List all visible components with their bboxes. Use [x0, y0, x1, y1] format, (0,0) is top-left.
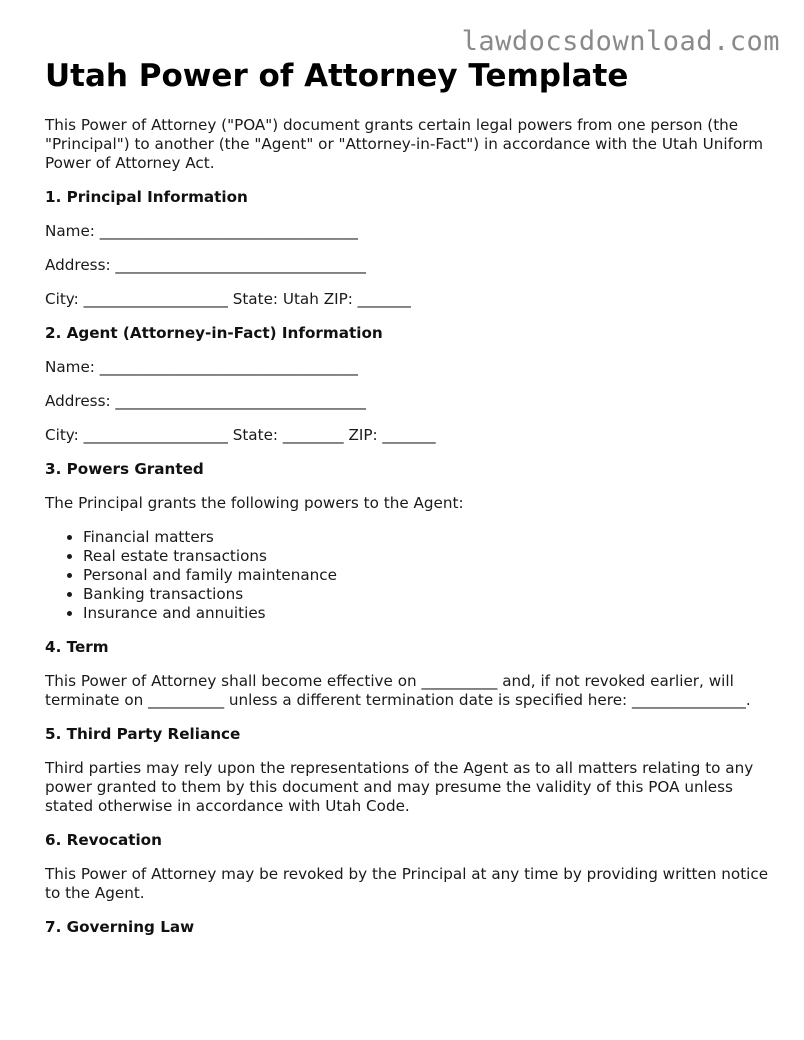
section-governing-law — [45, 918, 775, 937]
section-principal-info — [45, 188, 775, 309]
principal-address-field: Address: _________________________________ — [45, 256, 367, 274]
list-item: • Insurance and annuities — [83, 604, 775, 623]
section-third-party-reliance — [45, 725, 775, 816]
watermark: lawdocsdownload.com — [461, 26, 780, 57]
list-item: • Banking transactions — [83, 585, 775, 604]
reliance-text: Third parties may rely upon the representations of the Agent as to all matters relating to any power granted to them by this document and may presume the validity of this POA unless stated otherwise in accordance with Utah Code. — [45, 759, 754, 815]
list-item: • Financial matters — [83, 528, 775, 547]
section-heading: 3. Powers Granted — [45, 460, 204, 478]
document-title: Utah Power of Attorney Template — [45, 58, 629, 94]
revocation-text: This Power of Attorney may be revoked by the Principal at any time by providing written notice to the Agent. — [45, 865, 769, 902]
agent-address-field: Address: _________________________________ — [45, 392, 367, 410]
powers-intro-text: The Principal grants the following powers to the Agent: — [45, 494, 464, 512]
section-term — [45, 638, 775, 710]
document-body — [45, 55, 775, 937]
section-powers-granted — [45, 460, 775, 623]
agent-city-state-zip-field: City: ___________________ State: ________ ZIP: _______ — [45, 426, 436, 444]
section-heading: 6. Revocation — [45, 831, 162, 849]
principal-city-state-zip-field: City: ___________________ State: Utah ZIP: _______ — [45, 290, 411, 308]
powers-list — [45, 528, 775, 623]
section-heading: 4. Term — [45, 638, 109, 656]
section-heading: 5. Third Party Reliance — [45, 725, 241, 743]
term-text: This Power of Attorney shall become effective on __________ and, if not revoked earlier, will terminate on __________ unless a different termination date is specified here: _______________. — [45, 672, 751, 709]
intro-paragraph: This Power of Attorney ("POA") document grants certain legal powers from one person (the "Principal") to another (the "Agent" or "Attorney-in-Fact") in accordance with the Utah Uniform Power of Attorney Act. — [45, 116, 764, 172]
list-item: • Personal and family maintenance — [83, 566, 775, 585]
principal-name-field: Name: __________________________________ — [45, 222, 358, 240]
agent-name-field: Name: __________________________________ — [45, 358, 358, 376]
section-agent-info — [45, 324, 775, 445]
section-heading: 2. Agent (Attorney-in-Fact) Information — [45, 324, 383, 342]
section-revocation — [45, 831, 775, 903]
section-heading: 7. Governing Law — [45, 918, 195, 936]
list-item: • Real estate transactions — [83, 547, 775, 566]
section-heading: 1. Principal Information — [45, 188, 248, 206]
